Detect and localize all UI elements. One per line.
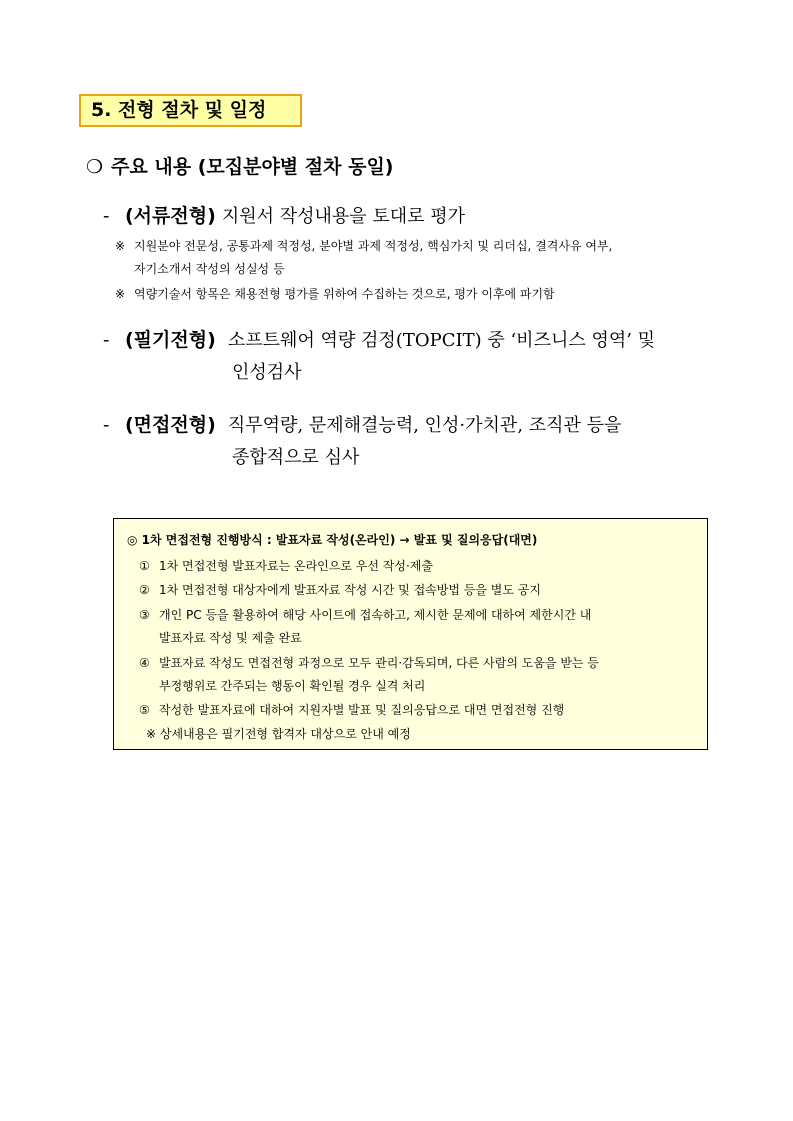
- circle-bullet-icon: ❍: [86, 156, 104, 178]
- note-2: [115, 285, 555, 302]
- note-text: 지원분야 전문성, 공통과제 적정성, 분야별 과제 적정성, 핵심가치 및 리더십, 결격사유 여부,: [134, 239, 613, 253]
- item-label: (필기전형): [125, 329, 216, 351]
- step-4: [139, 654, 599, 671]
- item-description: 소프트웨어 역량 검정(TOPCIT) 중 ‘비즈니스 영역’ 및: [227, 330, 656, 351]
- step-text: 작성한 발표자료에 대하여 지원자별 발표 및 질의응답으로 대면 면접전형 진행: [159, 703, 565, 717]
- reference-mark-icon: ※: [115, 287, 126, 301]
- item-document-screening: [103, 201, 465, 228]
- note-1: [115, 237, 612, 254]
- note-text: 역량기술서 항목은 채용전형 평가를 위하여 수집하는 것으로, 평가 이후에 파기함: [134, 287, 555, 301]
- interview-process-box: [113, 518, 708, 750]
- heading-text: 주요 내용 (모집분야별 절차 동일): [111, 156, 394, 178]
- main-heading: [86, 152, 393, 179]
- box-footnote: ※ 상세내용은 필기전형 합격자 대상으로 안내 예정: [146, 727, 411, 741]
- step-3: [139, 606, 591, 623]
- step-number: ⑤: [139, 703, 150, 717]
- step-number: ①: [139, 559, 150, 573]
- step-number: ②: [139, 583, 150, 597]
- item-description: 직무역량, 문제해결능력, 인성·가치관, 조직관 등을: [227, 415, 622, 436]
- step-2: [139, 581, 541, 598]
- step-text: 1차 면접전형 대상자에게 발표자료 작성 시간 및 접속방법 등을 별도 공지: [159, 583, 541, 597]
- item-interview-continued: 종합적으로 심사: [232, 447, 360, 468]
- item-interview: [103, 410, 621, 437]
- step-1: [139, 557, 433, 574]
- box-title: ◎ 1차 면접전형 진행방식 : 발표자료 작성(온라인) → 발표 및 질의응답(대면): [127, 533, 538, 547]
- item-description: 지원서 작성내용을 토대로 평가: [221, 206, 466, 227]
- step-number: ④: [139, 656, 150, 670]
- section-title: 5. 전형 절차 및 일정: [79, 94, 302, 127]
- step-text: 1차 면접전형 발표자료는 온라인으로 우선 작성·제출: [159, 559, 433, 573]
- reference-mark-icon: ※: [115, 239, 126, 253]
- note-1-continued: 자기소개서 작성의 성실성 등: [134, 262, 285, 276]
- step-4-continued: 부정행위로 간주되는 행동이 확인될 경우 실격 처리: [159, 679, 426, 693]
- step-3-continued: 발표자료 작성 및 제출 완료: [159, 631, 302, 645]
- dash-bullet: -: [103, 329, 110, 351]
- step-number: ③: [139, 608, 150, 622]
- item-written-test-continued: 인성검사: [232, 362, 302, 383]
- item-label: (면접전형): [125, 414, 216, 436]
- step-text: 발표자료 작성도 면접전형 과정으로 모두 관리·감독되며, 다른 사람의 도움을 받는 등: [159, 656, 599, 670]
- step-5: [139, 701, 564, 718]
- dash-bullet: -: [103, 205, 110, 227]
- dash-bullet: -: [103, 414, 110, 436]
- item-label: (서류전형): [125, 205, 216, 227]
- step-text: 개인 PC 등을 활용하여 해당 사이트에 접속하고, 제시한 문제에 대하여 제한시간 내: [159, 608, 592, 622]
- item-written-test: [103, 325, 655, 352]
